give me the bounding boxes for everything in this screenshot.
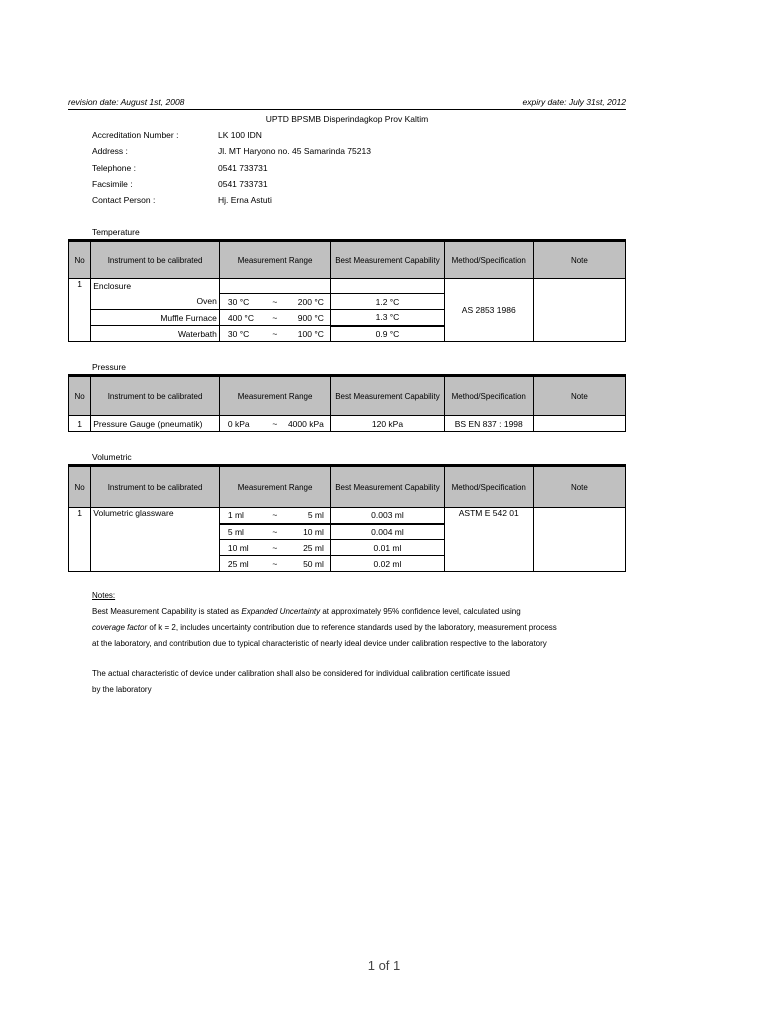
section-title-volumetric: Volumetric [92, 452, 132, 462]
instrument-group: Enclosure [91, 279, 220, 294]
range-high: 25 ml [303, 542, 324, 553]
notes-line-4: The actual characteristic of device under calibration shall also be considered for individual calibration certificate issued [92, 669, 510, 678]
range-low: 0 kPa [227, 418, 250, 429]
col-range: Measurement Range [219, 376, 330, 416]
header-divider [68, 109, 626, 110]
col-note: Note [533, 241, 625, 279]
page-indicator: 1 of 1 [367, 958, 401, 973]
notes-line-3: at the laboratory, and contribution due to typical characteristic of nearly ideal device under calibration respective to the laboratory [92, 639, 547, 648]
bmc-cell: 120 kPa [331, 416, 444, 432]
col-range: Measurement Range [219, 466, 330, 508]
table-header [69, 241, 626, 279]
range-high: 5 ml [307, 510, 324, 521]
range-cell [219, 294, 330, 310]
col-note: Note [533, 376, 625, 416]
row-no: 1 [69, 508, 91, 572]
address-label: Address : [92, 146, 128, 156]
bmc-cell: 1.2 °C [331, 294, 444, 310]
facsimile-label: Facsimile : [92, 179, 133, 189]
table-header [69, 466, 626, 508]
range-high: 900 °C [297, 312, 324, 323]
range-cell [219, 508, 330, 524]
range-cell [219, 326, 330, 342]
section-title-temperature: Temperature [92, 227, 140, 237]
range-high: 4000 kPa [287, 418, 324, 429]
facsimile-value: 0541 733731 [218, 179, 268, 189]
instrument-name: Pressure Gauge (pneumatik) [91, 416, 220, 432]
table-header [69, 376, 626, 416]
range-low: 5 ml [227, 526, 244, 537]
range-tilde: ~ [272, 418, 278, 429]
table-row [69, 508, 626, 524]
revision-date: revision date: August 1st, 2008 [68, 97, 185, 107]
range-tilde: ~ [272, 312, 278, 323]
range-tilde: ~ [272, 526, 278, 537]
range-tilde: ~ [272, 558, 278, 569]
organization-title: UPTD BPSMB Disperindagkop Prov Kaltim [265, 114, 429, 124]
col-bmc: Best Measurement Capability [331, 376, 444, 416]
notes-heading: Notes: [92, 591, 116, 600]
col-note: Note [533, 466, 625, 508]
notes-line-2: coverage factor of k = 2, includes uncertainty contribution due to reference standards used by the laboratory, measurement process [92, 623, 557, 632]
contact-value: Hj. Erna Astuti [218, 195, 272, 205]
col-instrument: Instrument to be calibrated [91, 241, 220, 279]
range-low: 400 °C [227, 312, 254, 323]
row-no: 1 [69, 416, 91, 432]
col-no: No [69, 241, 91, 279]
contact-label: Contact Person : [92, 195, 156, 205]
notes-block [92, 588, 557, 698]
instrument-name: Waterbath [91, 326, 220, 342]
row-no: 1 [69, 279, 91, 342]
bmc-cell: 1.3 °C [331, 310, 444, 326]
telephone-label: Telephone : [92, 163, 136, 173]
range-low: 30 °C [227, 296, 250, 307]
col-method: Method/Specification [444, 376, 533, 416]
range-cell [219, 310, 330, 326]
range-tilde: ~ [272, 542, 278, 553]
bmc-cell: 0.01 ml [331, 540, 444, 556]
col-instrument: Instrument to be calibrated [91, 466, 220, 508]
notes-line-5: by the laboratory [92, 685, 152, 694]
col-bmc: Best Measurement Capability [331, 241, 444, 279]
section-title-pressure: Pressure [92, 362, 127, 372]
range-tilde: ~ [272, 510, 278, 521]
bmc-cell: 0.02 ml [331, 556, 444, 572]
range-low: 1 ml [227, 510, 244, 521]
range-cell [219, 416, 330, 432]
col-no: No [69, 466, 91, 508]
method-cell: AS 2853 1986 [444, 279, 533, 342]
col-range: Measurement Range [219, 241, 330, 279]
col-method: Method/Specification [444, 466, 533, 508]
range-high: 50 ml [303, 558, 324, 569]
range-high: 200 °C [297, 296, 324, 307]
col-bmc: Best Measurement Capability [331, 466, 444, 508]
range-high: 100 °C [297, 328, 324, 339]
table-row [69, 416, 626, 432]
table-row [69, 279, 626, 294]
range-tilde: ~ [272, 296, 278, 307]
expiry-date: expiry date: July 31st, 2012 [522, 97, 626, 107]
range-cell [219, 524, 330, 540]
range-tilde: ~ [272, 328, 278, 339]
range-low: 10 ml [227, 542, 249, 553]
range-high: 10 ml [303, 526, 324, 537]
bmc-cell: 0.004 ml [331, 524, 444, 540]
accreditation-label: Accreditation Number : [92, 130, 179, 140]
note-cell [533, 279, 625, 342]
col-instrument: Instrument to be calibrated [91, 376, 220, 416]
col-method: Method/Specification [444, 241, 533, 279]
note-cell [533, 508, 625, 572]
instrument-name: Muffle Furnace [91, 310, 220, 326]
accreditation-value: LK 100 IDN [218, 130, 262, 140]
temperature-table [68, 239, 626, 342]
volumetric-table [68, 464, 626, 572]
telephone-value: 0541 733731 [218, 163, 268, 173]
bmc-cell: 0.9 °C [331, 326, 444, 342]
bmc-cell: 0.003 ml [331, 508, 444, 524]
note-cell [533, 416, 625, 432]
col-no: No [69, 376, 91, 416]
method-cell: BS EN 837 : 1998 [444, 416, 533, 432]
range-cell [219, 540, 330, 556]
instrument-name: Volumetric glassware [91, 508, 220, 572]
address-value: Jl. MT Haryono no. 45 Samarinda 75213 [218, 146, 371, 156]
range-low: 25 ml [227, 558, 249, 569]
range-cell [219, 556, 330, 572]
pressure-table [68, 374, 626, 432]
range-low: 30 °C [227, 328, 250, 339]
notes-line-1: Best Measurement Capability is stated as Expanded Uncertainty at approximately 95% confidence level, calculated using [92, 607, 521, 616]
instrument-name: Oven [91, 294, 220, 310]
method-cell: ASTM E 542 01 [444, 508, 533, 572]
